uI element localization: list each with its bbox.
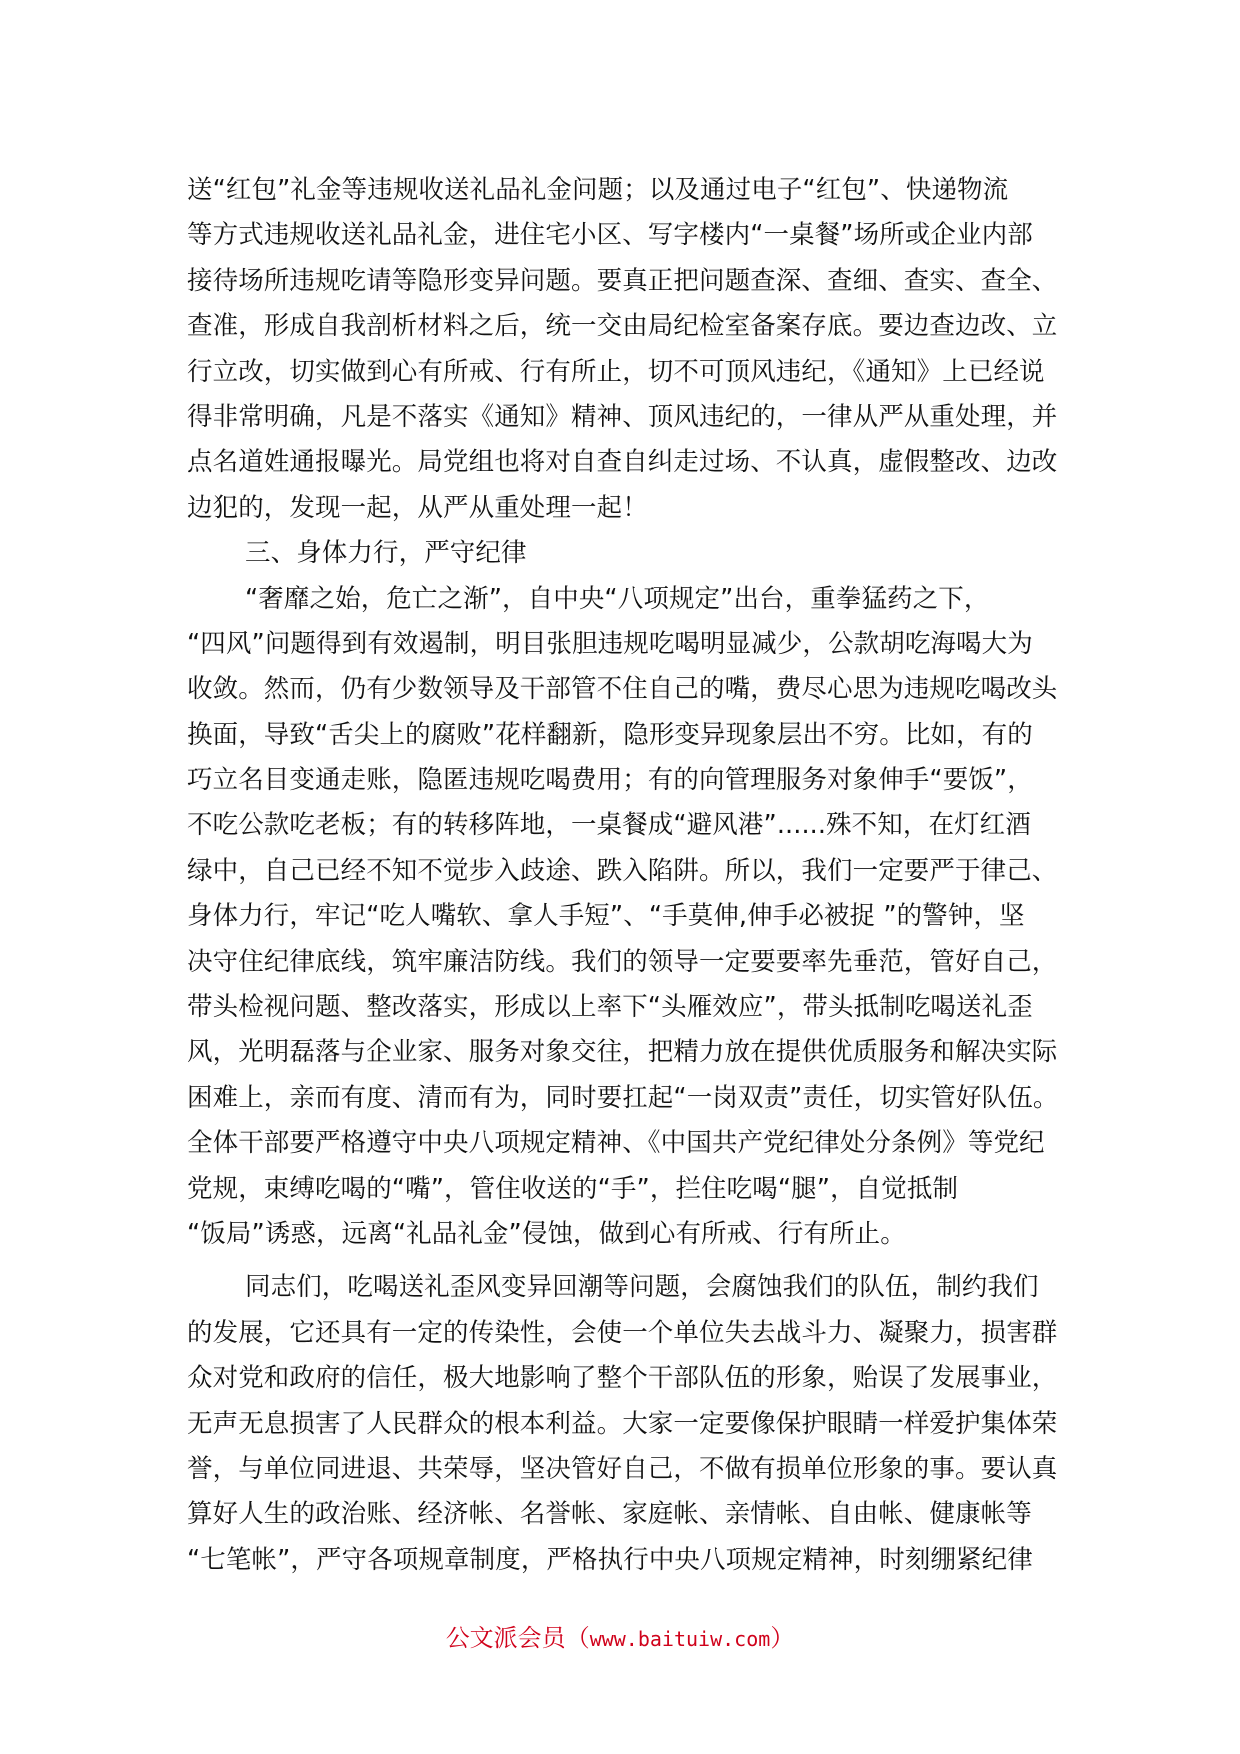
body-line: 风，光明磊落与企业家、服务对象交往，把精力放在提供优质服务和解决实际 (187, 1037, 1058, 1068)
body-line: 绿中，自己已经不知不觉步入歧途、跌入陷阱。所以，我们一定要严于律己、 (187, 855, 1058, 886)
body-line: 点名道姓通报曝光。局党组也将对自查自纠走过场、不认真，虚假整改、边改 (187, 447, 1058, 478)
body-line: 无声无息损害了人民群众的根本利益。大家一定要像保护眼睛一样爱护集体荣 (187, 1408, 1058, 1439)
section-heading: 三、身体力行，严守纪律 (245, 538, 527, 569)
body-line: 巧立名目变通走账，隐匿违规吃喝费用；有的向管理服务对象伸手“要饭”， (187, 765, 1033, 796)
body-line: 同志们，吃喝送礼歪风变异回潮等问题，会腐蚀我们的队伍，制约我们 (245, 1272, 1039, 1303)
body-line: 众对党和政府的信任，极大地影响了整个干部队伍的形象，贻误了发展事业， (187, 1363, 1058, 1394)
body-line: 得非常明确，凡是不落实《通知》精神、顶风违纪的，一律从严从重处理，并 (187, 401, 1058, 432)
body-line: 送“红包”礼金等违规收送礼品礼金问题；以及通过电子“红包”、快递物流 (187, 175, 1009, 205)
paragraph-gap (187, 1257, 1057, 1265)
footer-watermark (0, 1618, 1240, 1653)
footer-label: 公文派会员 (445, 1624, 566, 1652)
body-line: 等方式违规收送礼品礼金，进住宅小区、写字楼内“一桌餐”场所或企业内部 (187, 220, 1033, 251)
footer-url: www.baituiw.com (589, 1627, 771, 1651)
body-line: 收敛。然而，仍有少数领导及干部管不住自己的嘴，费尽心思为违规吃喝改头 (187, 674, 1058, 705)
body-line: “四风”问题得到有效遏制，明目张胆违规吃喝明显减少，公款胡吃海喝大为 (187, 628, 1033, 659)
body-line: 全体干部要严格遵守中央八项规定精神、《中国共产党纪律处分条例》等党纪 (187, 1128, 1045, 1159)
body-line: 党规，束缚吃喝的“嘴”，管住收送的“手”，拦住吃喝“腿”，自觉抵制 (187, 1173, 959, 1204)
body-line: 带头检视问题、整改落实，形成以上率下“头雁效应”，带头抵制吃喝送礼歪 (187, 992, 1033, 1023)
body-line: 不吃公款吃老板；有的转移阵地，一桌餐成“避风港”......殊不知，在灯红酒 (187, 810, 1031, 841)
body-line: 身体力行，牢记“吃人嘴软、拿人手短”、“手莫伸,伸手必被捉 ”的警钟，坚 (187, 901, 1025, 932)
body-line: 算好人生的政治账、经济帐、名誉帐、家庭帐、亲情帐、自由帐、健康帐等 (187, 1499, 1032, 1530)
body-line: 誉，与单位同进退、共荣辱，坚决管好自己，不做有损单位形象的事。要认真 (187, 1453, 1058, 1484)
body-line: “奢靡之始，危亡之渐”，自中央“八项规定”出台，重拳猛药之下， (245, 583, 990, 614)
body-line: “七笔帐”，严守各项规章制度，严格执行中央八项规定精神，时刻绷紧纪律 (187, 1544, 1033, 1575)
document-body (187, 168, 1057, 1583)
body-line: 边犯的，发现一起，从严从重处理一起！ (187, 492, 648, 523)
footer-close-paren: ） (770, 1624, 795, 1652)
body-line: 接待场所违规吃请等隐形变异问题。要真正把问题查深、查细、查实、查全、 (187, 265, 1058, 296)
footer-open-paren: （ (565, 1624, 590, 1652)
body-line: 决守住纪律底线，筑牢廉洁防线。我们的领导一定要要率先垂范，管好自己， (187, 946, 1058, 977)
body-line: “饭局”诱惑，远离“礼品礼金”侵蚀，做到心有所戒、行有所止。 (187, 1218, 906, 1249)
body-line: 查准，形成自我剖析材料之后，统一交由局纪检室备案存底。要边查边改、立 (187, 311, 1058, 342)
body-line: 困难上，亲而有度、清而有为，同时要扛起“一岗双责”责任，切实管好队伍。 (187, 1082, 1059, 1113)
body-line: 的发展，它还具有一定的传染性，会使一个单位失去战斗力、凝聚力，损害群 (187, 1317, 1058, 1348)
body-line: 行立改，切实做到心有所戒、行有所止，切不可顶风违纪，《通知》上已经说 (187, 356, 1045, 387)
body-line: 换面，导致“舌尖上的腐败”花样翻新，隐形变异现象层出不穷。比如，有的 (187, 719, 1033, 750)
